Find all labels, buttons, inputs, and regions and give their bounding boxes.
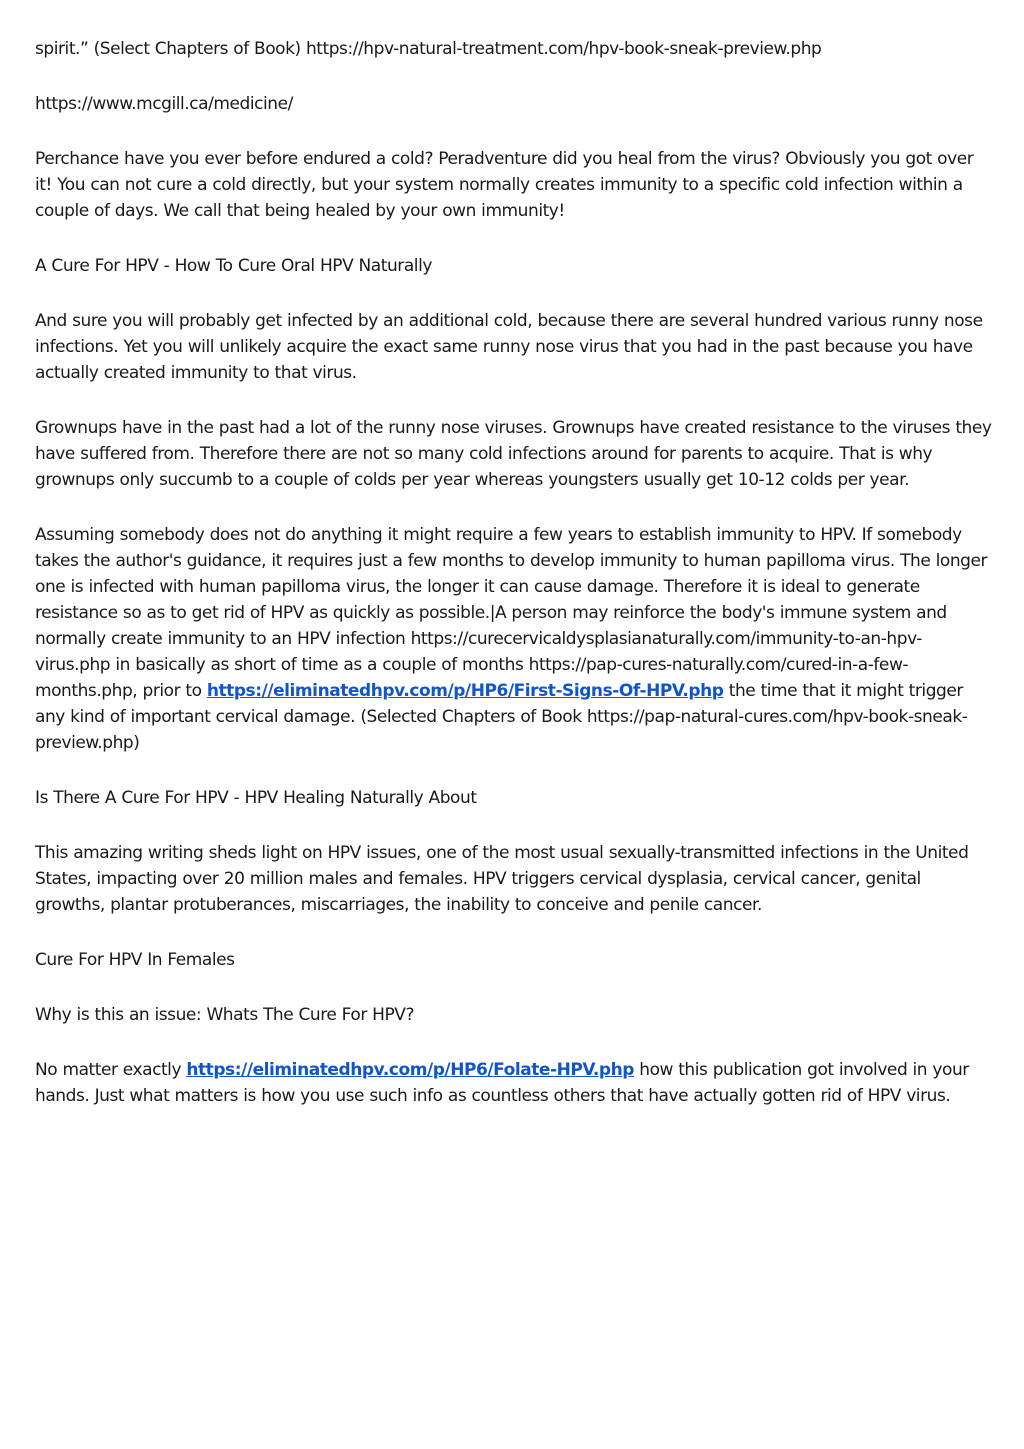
paragraph-grownups: Grownups have in the past had a lot of the runny nose viruses. Grownups have created resistance to the viruses they have suffered from. Therefore there are not so many cold infections around for parents to acquire. That is why grownups only succumb to a couple of colds per year whereas youngsters usually get 10-12 colds per year. [35,418,992,490]
document-body [35,36,995,1138]
immunity-text-before: Assuming somebody does not do anything it might require a few years to establish immunity to HPV. If somebody takes the author's guidance, it requires just a few months to develop immunity to human papilloma virus. The longer one is infected with human papilloma virus, the longer it can cause damage. Therefore it is ideal to generate resistance so as to get rid of HPV as quickly as possible.|A person may reinforce the body's immune system and normally create immunity to an HPV infection https://curecervicaldysplasianaturally.com/immunity-to-an-hpv-virus.php in basically as short of time as a couple of months https://pap-cures-naturally.com/cured-in-a-few-months.php, prior to [35,525,988,701]
heading-why-issue: Why is this an issue: Whats The Cure For HPV? [35,1005,415,1025]
immunity-text-after: the time that it might trigger any kind of important cervical damage. (Selected Chapters of Book https://pap-natural-cures.com/hpv-book-sneak-preview.php) [35,681,968,753]
paragraph-cold-question: Perchance have you ever before endured a cold? Peradventure did you heal from the virus? Obviously you got over it! You can not cure a cold directly, but your system normally creates immunity to a specific cold infection within a couple of days. We call that being healed by your own immunity! [35,149,974,221]
no-matter-text-before: No matter exactly [35,1060,187,1080]
paragraph-mcgill-url: https://www.mcgill.ca/medicine/ [35,94,293,114]
paragraph-runny-nose: And sure you will probably get infected by an additional cold, because there are several hundred various runny nose infections. Yet you will unlikely acquire the exact same runny nose virus that you had in the past because you have actually created immunity to that virus. [35,311,983,383]
first-signs-link[interactable]: https://eliminatedhpv.com/p/HP6/First-Signs-Of-HPV.php [206,681,724,701]
paragraph-amazing-writing: This amazing writing sheds light on HPV issues, one of the most usual sexually-transmitted infections in the United States, impacting over 20 million males and females. HPV triggers cervical dysplasia, cervical cancer, genital growths, plantar protuberances, miscarriages, the inability to conceive and penile cancer. [35,843,969,915]
no-matter-text-after: how this publication got involved in your hands. Just what matters is how you use such info as countless others that have actually gotten rid of HPV virus. [35,1060,969,1106]
paragraph-immunity [35,522,995,756]
paragraph-intro-url: spirit.” (Select Chapters of Book) https://hpv-natural-treatment.com/hpv-book-sneak-preview.php [35,39,822,59]
folate-hpv-link[interactable]: https://eliminatedhpv.com/p/HP6/Folate-HPV.php [186,1060,634,1080]
heading-cure-oral-hpv: A Cure For HPV - How To Cure Oral HPV Naturally [35,256,432,276]
heading-is-there-a-cure: Is There A Cure For HPV - HPV Healing Naturally About [35,788,477,808]
paragraph-no-matter [35,1057,995,1109]
heading-cure-in-females: Cure For HPV In Females [35,950,235,970]
